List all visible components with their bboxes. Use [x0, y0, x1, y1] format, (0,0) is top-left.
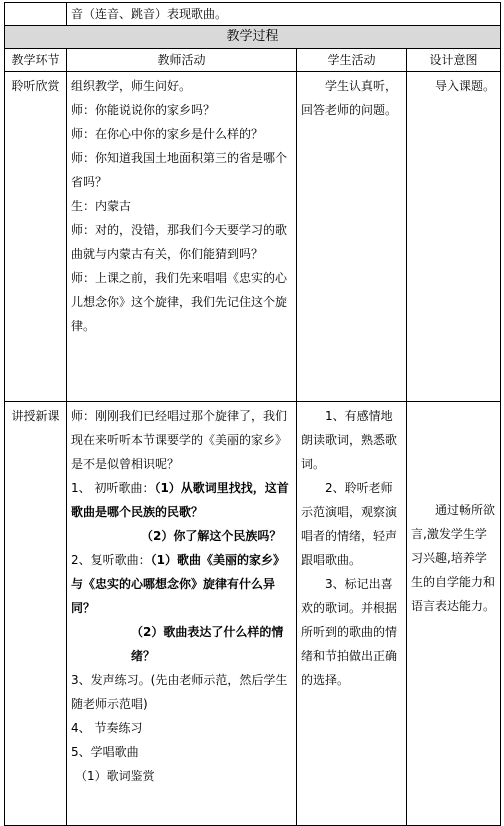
student-text: 学生认真听，回答老师的问题。 [301, 79, 398, 117]
header-intent: 设计意图 [407, 49, 501, 72]
header-row [5, 49, 501, 72]
teacher-line: 师：对的，没错，那我们今天要学习的歌曲就与内蒙古有关，你们能猜到吗？ [71, 223, 288, 261]
header-teacher: 教师活动 [67, 49, 297, 72]
teacher-line: 师：你知道我国土地面积第三的省是哪个省吗？ [71, 151, 288, 189]
student-cell [297, 72, 407, 402]
listen1-line [71, 476, 292, 524]
student-cell [297, 402, 407, 826]
teacher-line: 师：上课之前，我们先来唱唱《忠实的心儿想念你》这个旋律，我们先记住这个旋律。 [71, 271, 288, 333]
intent-text: 通过畅所欲言,激发学生学习兴趣,培养学生的自学能力和语言表达能力。 [411, 503, 496, 613]
objective-text: 音（连音、跳音）表现歌曲。 [67, 3, 501, 26]
teacher-line: 师：在你心中你的家乡是什么样的？ [71, 127, 264, 141]
teacher-cell [67, 72, 297, 402]
intent-text: 导入课题。 [435, 79, 496, 93]
step3: 3、发声练习。(先由老师示范，然后学生随老师示范唱) [71, 673, 288, 711]
lesson-plan-table [4, 2, 501, 826]
teacher-line: 组织教学，师生问好。 [71, 79, 192, 93]
section-band [5, 26, 501, 49]
header-stage: 教学环节 [5, 49, 67, 72]
row-new-lesson [5, 402, 501, 826]
listen1-prefix: 1、 初听歌曲： [71, 481, 155, 495]
intent-cell [407, 72, 501, 402]
student-item: 3、标记出喜欢的歌词。并根据所听到的歌曲的情绪和节拍做出正确的选择。 [301, 577, 398, 687]
listen2-q1: （1）歌曲《美丽的家乡》与《忠实的心哪想念你》旋律有什么异同？ [71, 553, 285, 615]
listen2-q2: （2）歌曲表达了什么样的情绪？ [131, 625, 284, 663]
step5-1: （1）歌词鉴赏 [75, 769, 155, 783]
student-item: 1、有感情地朗读歌词，熟悉歌词。 [301, 409, 398, 471]
listen1-q1: （1）从歌词里找找，这首歌曲是哪个民族的民歌？ [71, 481, 289, 519]
stage-cell: 聆听欣赏 [5, 72, 67, 402]
header-student: 学生活动 [297, 49, 407, 72]
student-item: 2、聆听老师示范演唱，观察演唱者的情绪，轻声跟唱歌曲。 [301, 481, 398, 567]
teacher-cell [67, 402, 297, 826]
step5: 5、学唱歌曲 [71, 745, 139, 759]
intent-cell [407, 402, 501, 826]
listen2-line [71, 548, 292, 620]
teacher-intro: 师：刚刚我们已经唱过那个旋律了，我们现在来听听本节课要学的《美丽的家乡》是不是似曾相识呢？ [71, 409, 288, 471]
objective-row [5, 3, 501, 26]
blank-cell [5, 3, 67, 26]
step4: 4、 节奏练习 [71, 721, 143, 735]
teacher-line: 师：你能说说你的家乡吗？ [71, 103, 216, 117]
section-title: 教学过程 [5, 26, 501, 49]
row-listening [5, 72, 501, 402]
teacher-line: 生：内蒙古 [71, 199, 132, 213]
listen2-prefix: 2、复听歌曲： [71, 553, 151, 567]
listen1-q2: （2）你了解这个民族吗？ [141, 529, 282, 543]
stage-cell: 讲授新课 [5, 402, 67, 826]
